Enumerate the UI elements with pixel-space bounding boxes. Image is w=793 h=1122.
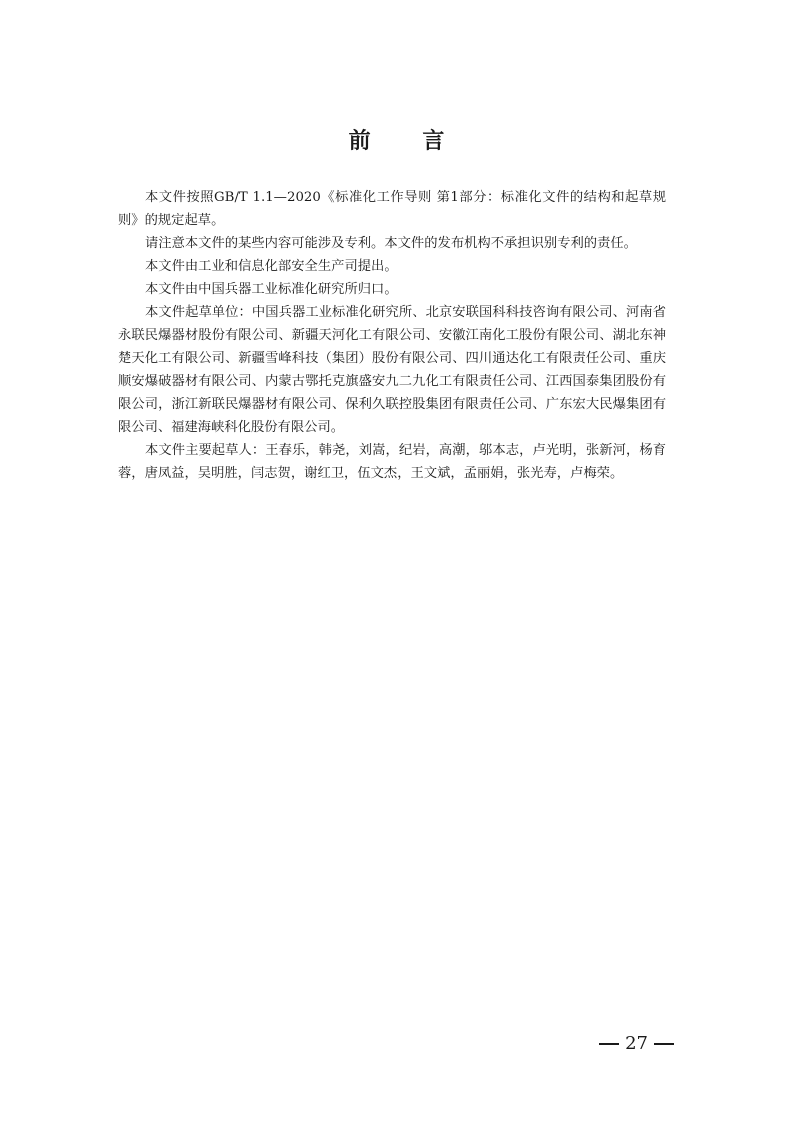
paragraph-centralized-by: 本文件由中国兵器工业标准化研究所归口。 — [145, 282, 398, 297]
paragraph-drafting-units: 本文件起草单位：中国兵器工业标准化研究所、北京安联国科科技咨询有限公司、河南省永联民爆器材股份有限公司、新疆天河化工有限公司、安徽江南化工股份有限公司、湖北东神楚天化工有限公司、新疆雪峰科技（集团）股份有限公司、四川通达化工有限责任公司、重庆顺安爆破器材有限公司、内蒙古鄂托克旗盛安九二九化工有限责任公司、江西国泰集团股份有限公司，浙江新联民爆器材有限公司、保利久联控股集团有限责任公司、广东宏大民爆集团有限公司、福建海峡科化股份有限公司。 — [118, 305, 666, 435]
paragraph-patent-notice: 请注意本文件的某些内容可能涉及专利。本文件的发布机构不承担识别专利的责任。 — [145, 236, 637, 251]
page-number-dash-left — [599, 1043, 619, 1045]
page-number-dash-right — [654, 1043, 674, 1045]
page-number-value: 27 — [625, 1033, 648, 1054]
paragraph-drafting-rules: 本文件按照GB/T 1.1—2020《标准化工作导则 第1部分：标准化文件的结构和起草规则》的规定起草。 — [118, 190, 666, 228]
page-title: 前 言 — [348, 129, 467, 154]
paragraph-proposed-by: 本文件由工业和信息化部安全生产司提出。 — [145, 259, 398, 274]
paragraph-main-drafters: 本文件主要起草人：王春乐，韩尧，刘嵩，纪岩，高潮，邬本志，卢光明，张新河，杨育蓉，唐凤益，吴明胜，闫志贺，谢红卫，伍文杰，王文斌，孟丽娟，张光寿，卢梅荣。 — [118, 443, 666, 481]
page-number — [560, 1030, 680, 1058]
document-body — [118, 186, 666, 485]
